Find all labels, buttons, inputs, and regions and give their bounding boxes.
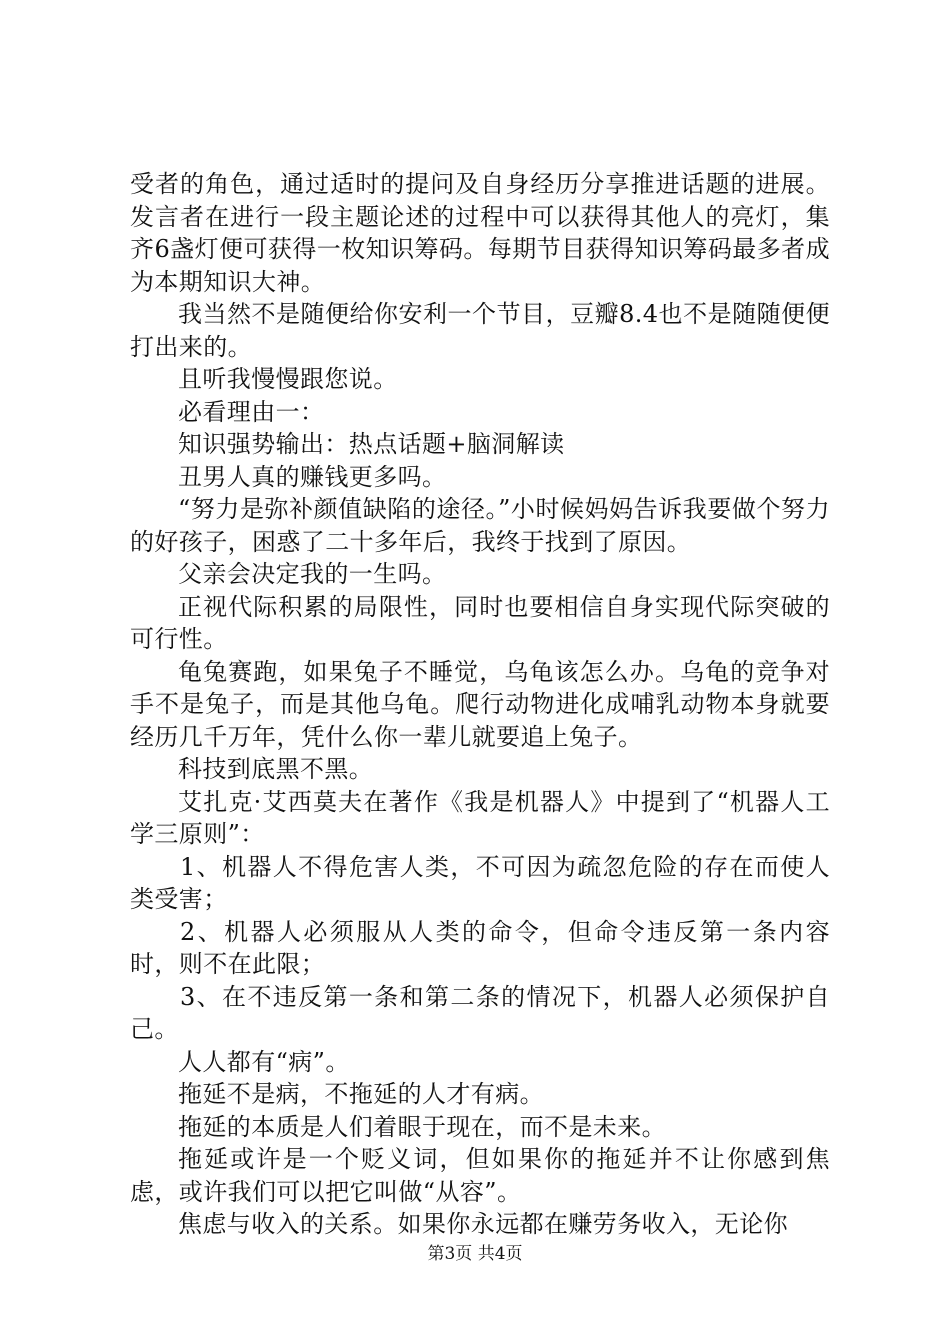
paragraph: 焦虑与收入的关系。如果你永远都在赚劳务收入，无论你 — [178, 1210, 788, 1238]
topic-title: 丑男人真的赚钱更多吗。 — [178, 462, 447, 491]
document-body — [130, 168, 830, 1241]
page-number: 第3页 共4页 — [427, 1244, 523, 1264]
section-subheading: 知识强势输出：热点话题+脑洞解读 — [178, 430, 565, 458]
list-item: 3、在不违反第一条和第二条的情况下，机器人必须保护自己。 — [130, 982, 830, 1043]
list-item: 2、机器人必须服从人类的命令，但命令违反第一条内容时，则不在此限； — [130, 917, 830, 978]
paragraph: 拖延的本质是人们着眼于现在，而不是未来。 — [178, 1112, 666, 1141]
paragraph: 拖延不是病，不拖延的人才有病。 — [178, 1080, 544, 1108]
paragraph: 龟兔赛跑，如果兔子不睡觉，乌龟该怎么办。乌龟的竞争对手不是兔子，而是其他乌龟。爬行动物进化成哺乳动物本身就要经历几千万年，凭什么你一辈儿就要追上兔子。 — [130, 657, 830, 751]
paragraph: 我当然不是随便给你安利一个节目，豆瓣8.4也不是随随便便打出来的。 — [130, 300, 830, 361]
paragraph: 且听我慢慢跟您说。 — [178, 365, 398, 393]
paragraph: 拖延或许是一个贬义词，但如果你的拖延并不让你感到焦虑，或许我们可以把它叫做“从容”。 — [130, 1145, 830, 1206]
section-heading: 必看理由一： — [178, 397, 325, 426]
topic-title: 科技到底黑不黑。 — [178, 755, 374, 783]
paragraph: “努力是弥补颜值缺陷的途径。”小时候妈妈告诉我要做个努力的好孩子，困惑了二十多年后，我终于找到了原因。 — [130, 495, 830, 556]
topic-title: 人人都有“病”。 — [178, 1047, 350, 1076]
paragraph: 艾扎克·艾西莫夫在著作《我是机器人》中提到了“机器人工学三原则”： — [130, 787, 830, 848]
page-footer — [0, 1242, 950, 1266]
paragraph-continuation: 受者的角色，通过适时的提问及自身经历分享推进话题的进展。发言者在进行一段主题论述的过程中可以获得其他人的亮灯，集齐6盏灯便可获得一枚知识筹码。每期节目获得知识筹码最多者成为本期知识大神。 — [130, 170, 830, 296]
topic-title: 父亲会决定我的一生吗。 — [178, 560, 447, 588]
paragraph: 正视代际积累的局限性，同时也要相信自身实现代际突破的可行性。 — [130, 592, 830, 653]
list-item: 1、机器人不得危害人类，不可因为疏忽危险的存在而使人类受害； — [130, 852, 830, 913]
